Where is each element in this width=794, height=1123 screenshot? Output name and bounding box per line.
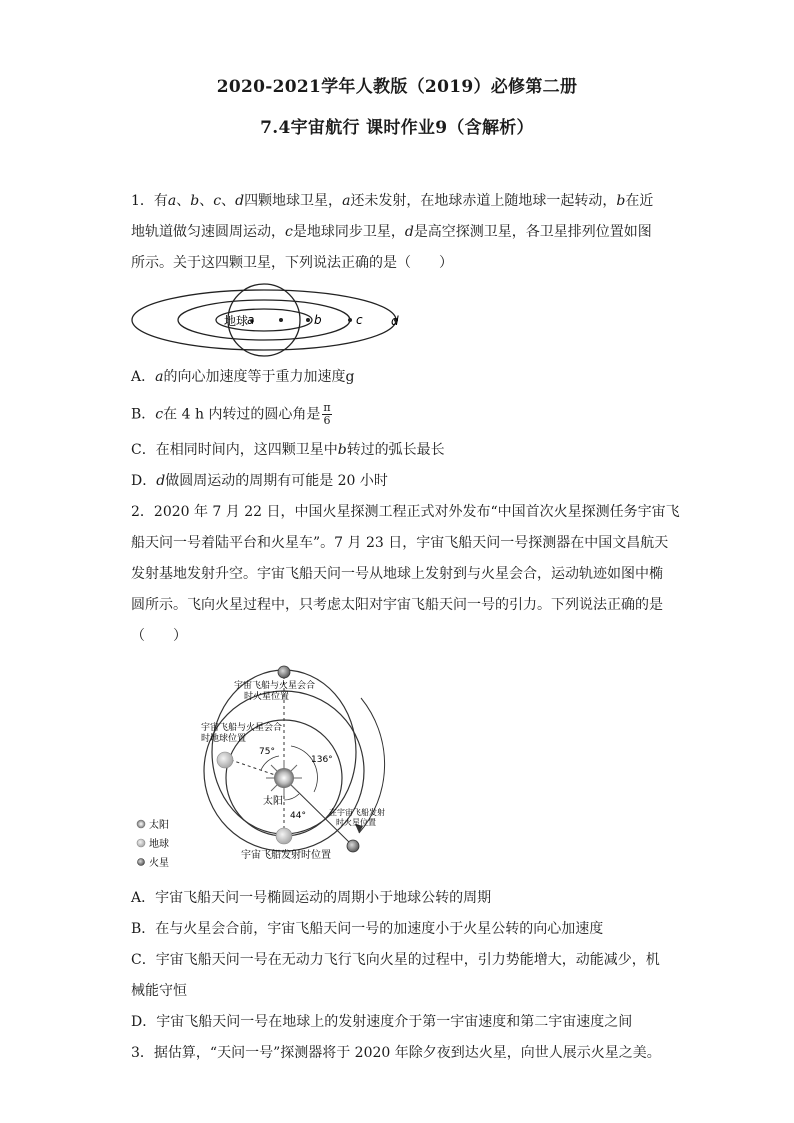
q2-stem-line4: 圆所示。飞向火星过程中，只考虑太阳对宇宙飞船天问一号的引力。下列说法正确的是 — [131, 597, 663, 613]
mars-launch-label-2: 时火星位置 — [336, 818, 376, 827]
earth-label: 地球 — [224, 314, 249, 328]
q2-option-b[interactable]: B．在与火星会合前，宇宙飞船天问一号的加速度小于火星公转的向心加速度 — [131, 921, 604, 937]
sat-a-label: a — [247, 313, 255, 327]
sun-icon — [266, 760, 302, 796]
document-title: 2020-2021学年人教版（2019）必修第二册 — [216, 77, 578, 97]
earth-meet-icon — [217, 752, 233, 768]
mars-meet-icon — [278, 666, 290, 678]
mars-meet-label-2: 时火星位置 — [244, 692, 290, 702]
earth-meet-label-1: 宇宙飞船与火星会合 — [201, 723, 283, 733]
angle-arc-44 — [284, 794, 299, 800]
q1-option-c[interactable]: C．在相同时间内，这四颗卫星中b转过的弧长最长 — [131, 442, 445, 458]
sat-c-label: c — [356, 313, 363, 327]
q1-stem-line2: 地轨道做匀速圆周运动，c是地球同步卫星，d是高空探测卫星，各卫星排列位置如图 — [131, 224, 652, 240]
q1-stem-line1: 1．有a、b、c、d四颗地球卫星，a还未发射，在地球赤道上随地球一起转动，b在近 — [131, 193, 654, 209]
sat-b-label: b — [314, 313, 322, 327]
orbit-c — [178, 300, 350, 340]
q2-option-a[interactable]: A．宇宙飞船天问一号椭圆运动的周期小于地球公转的周期 — [131, 890, 492, 906]
angle-75-label: 75° — [259, 747, 275, 757]
q1-option-d[interactable]: D．d做圆周运动的周期有可能是 20 小时 — [131, 473, 388, 489]
legend-sun-label: 太阳 — [149, 820, 169, 831]
legend — [137, 818, 169, 869]
sat-d-label: d — [391, 314, 399, 328]
q3-stem-line1: 3．据估算，“天问一号”探测器将于 2020 年除夕夜到达火星，向世人展示火星之美。 — [131, 1045, 661, 1061]
q1-option-b[interactable]: B．c在 4 h 内转过的圆心角是 $\frac{\pi}{6}$ — [131, 401, 331, 427]
q2-stem-line5: （ ） — [131, 628, 187, 644]
q2-option-c-line1[interactable]: C．宇宙飞船天问一号在无动力飞行飞向火星的过程中，引力势能增大，动能减少，机 — [131, 952, 660, 968]
sat-b-dot — [306, 318, 310, 322]
q2-option-c-line2[interactable]: 械能守恒 — [131, 983, 187, 999]
mars-launch-label-1: 在宇宙飞船发射 — [329, 808, 385, 817]
q1-stem-line3: 所示。关于这四颗卫星，下列说法正确的是（ ） — [131, 255, 453, 271]
document-subtitle: 7.4宇宙航行 课时作业9（含解析） — [260, 118, 534, 138]
angle-44-label: 44° — [290, 811, 306, 821]
legend-earth-icon — [137, 839, 145, 847]
q2-stem-line1: 2．2020 年 7 月 22 日，中国火星探测工程正式对外发布“中国首次火星探测任务宇宙飞 — [131, 504, 680, 520]
angle-136-label: 136° — [311, 755, 333, 765]
sun-label: 太阳 — [263, 796, 283, 807]
angle-arc-136 — [291, 746, 317, 792]
q2-option-d[interactable]: D．宇宙飞船天问一号在地球上的发射速度介于第一宇宙速度和第二宇宙速度之间 — [131, 1014, 633, 1030]
q2-mars-transfer-figure — [131, 658, 401, 878]
legend-mars-label: 火星 — [149, 858, 169, 869]
sat-a-dot — [279, 318, 283, 322]
earth-launch-icon — [276, 828, 292, 844]
earth-meet-label-2: 时地球位置 — [201, 734, 247, 744]
q2-stem-line3: 发射基地发射升空。宇宙飞船天问一号从地球上发射到与火星会合，运动轨迹如图中椭 — [131, 566, 663, 582]
mars-launch-icon — [347, 840, 359, 852]
q2-stem-line2: 船天问一号着陆平台和火星车”。7 月 23 日，宇宙飞船天问一号探测器在中国文昌航天 — [131, 535, 669, 551]
angle-arc-75 — [261, 756, 279, 770]
legend-sun-icon — [137, 820, 145, 828]
mars-meet-label-1: 宇宙飞船与火星会合 — [234, 681, 316, 691]
sat-c-dot — [348, 318, 352, 322]
pi-over-6-fraction: $\frac{\pi}{6}$ — [323, 401, 331, 427]
legend-earth-label: 地球 — [149, 839, 169, 850]
launch-position-label: 宇宙飞船发射时位置 — [241, 850, 331, 861]
q1-orbit-figure — [131, 282, 421, 360]
legend-mars-icon — [138, 859, 145, 866]
q1-option-a[interactable]: A．a的向心加速度等于重力加速度g — [131, 369, 355, 385]
